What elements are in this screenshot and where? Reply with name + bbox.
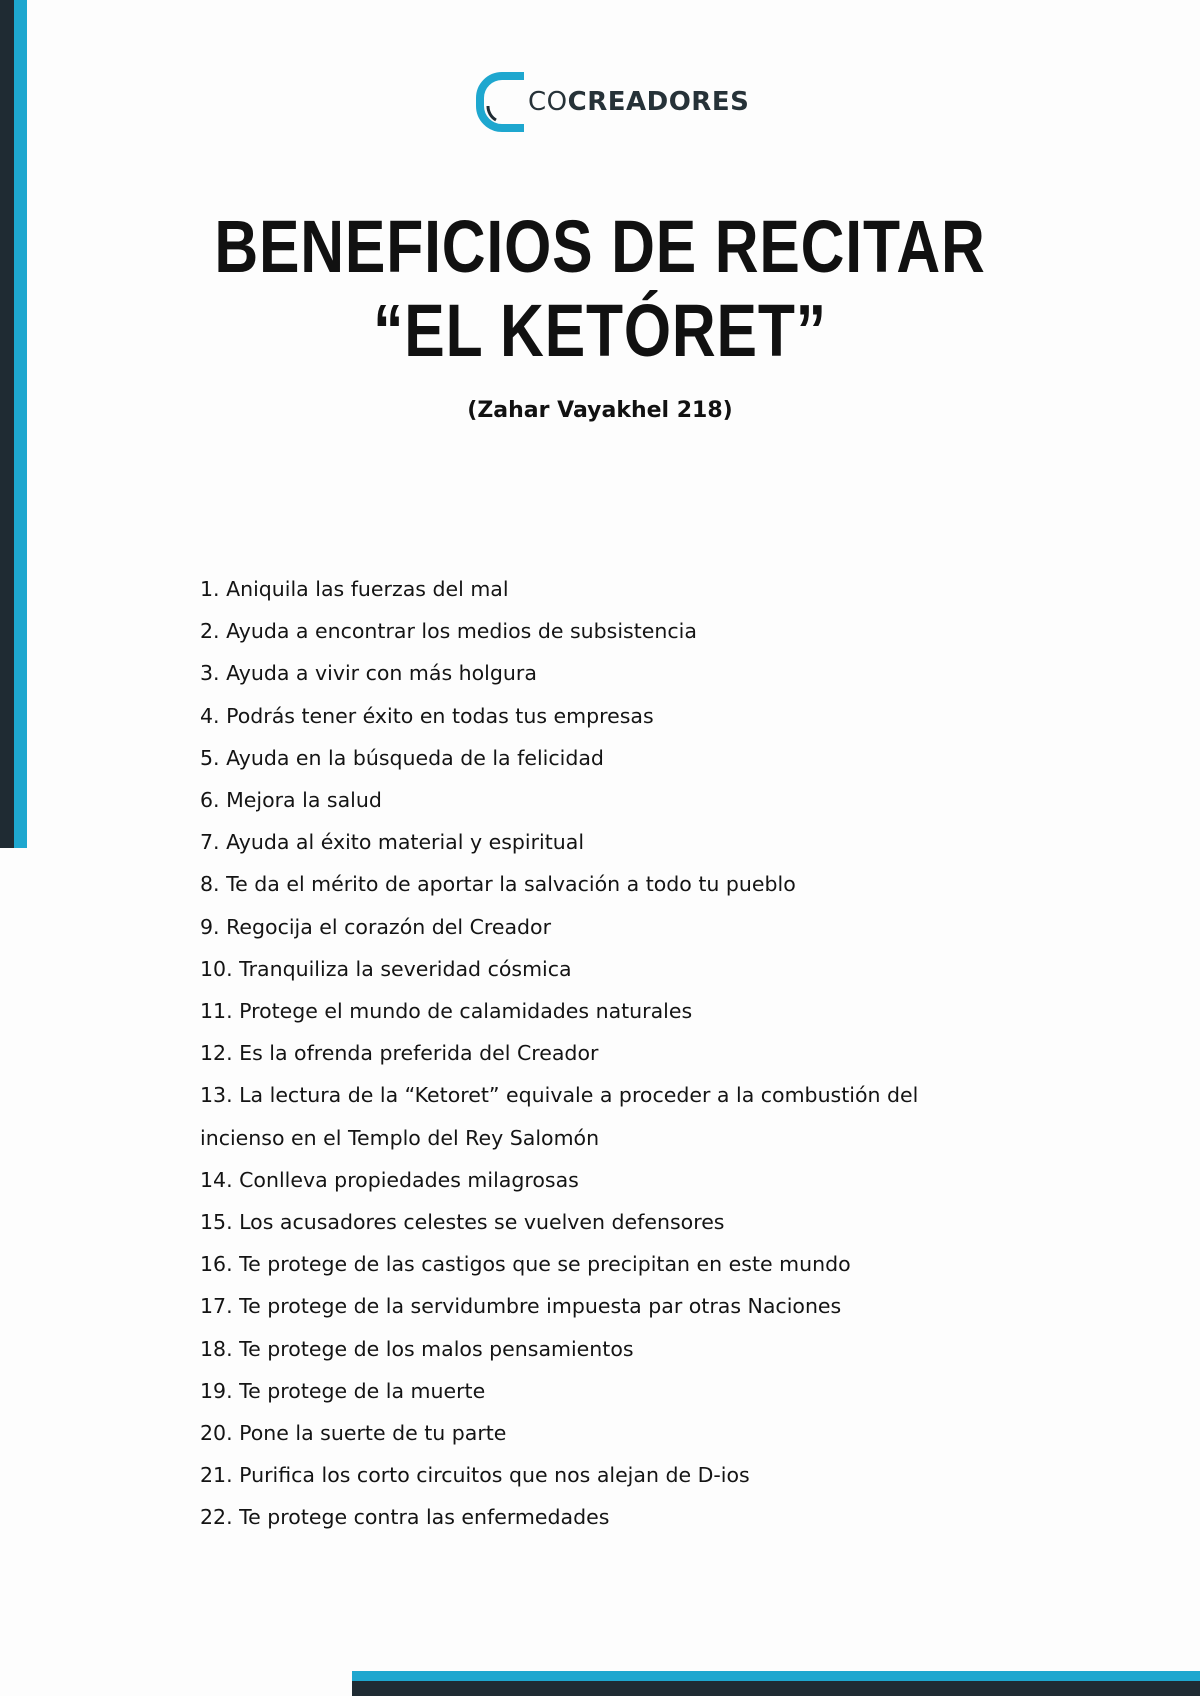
benefit-item: 20. Pone la suerte de tu parte	[200, 1421, 507, 1446]
left-border-dark	[0, 0, 14, 848]
benefit-item: 18. Te protege de los malos pensamientos	[200, 1336, 634, 1361]
benefit-item: 16. Te protege de las castigos que se precipitan en este mundo	[200, 1252, 851, 1277]
title-line-2: “EL KETÓRET”	[373, 289, 827, 372]
benefit-item: 7. Ayuda al éxito material y espiritual	[200, 830, 585, 855]
bottom-border-accent	[352, 1671, 1200, 1681]
benefit-item: 17. Te protege de la servidumbre impuesta par otras Naciones	[200, 1294, 842, 1319]
page-title	[108, 205, 1092, 373]
benefit-item: 12. Es la ofrenda preferida del Creador	[200, 1041, 599, 1066]
brand-logo	[474, 70, 749, 134]
benefit-item: 2. Ayuda a encontrar los medios de subsistencia	[200, 619, 697, 644]
benefit-item: 21. Purifica los corto circuitos que nos alejan de D-ios	[200, 1463, 750, 1488]
benefits-list	[200, 568, 1100, 1539]
benefit-item: 15. Los acusadores celestes se vuelven defensores	[200, 1210, 725, 1235]
benefit-item: 5. Ayuda en la búsqueda de la felicidad	[200, 745, 604, 770]
benefit-item: 11. Protege el mundo de calamidades naturales	[200, 999, 693, 1024]
benefit-item: 6. Mejora la salud	[200, 788, 382, 813]
benefit-item: 3. Ayuda a vivir con más holgura	[200, 661, 537, 686]
benefit-item: 13. La lectura de la “Ketoret” equivale a proceder a la combustión del	[200, 1083, 919, 1108]
benefit-item: 1. Aniquila las fuerzas del mal	[200, 577, 509, 601]
brand-name-bold: CREADORES	[567, 87, 750, 117]
benefit-item: 14. Conlleva propiedades milagrosas	[200, 1167, 579, 1192]
benefit-item: 22. Te protege contra las enfermedades	[200, 1505, 610, 1530]
benefit-item: 4. Podrás tener éxito en todas tus empresas	[200, 703, 654, 728]
bottom-border-dark	[352, 1681, 1200, 1696]
title-line-1: BENEFICIOS DE RECITAR	[214, 205, 986, 288]
brand-name-light: CO	[528, 87, 568, 117]
logo-c-icon	[474, 70, 534, 134]
brand-name	[528, 89, 749, 115]
left-border-accent	[14, 0, 27, 848]
benefit-item: 10. Tranquiliza la severidad cósmica	[200, 956, 572, 981]
benefit-item: 9. Regocija el corazón del Creador	[200, 914, 552, 939]
source-reference: (Zahar Vayakhel 218)	[467, 398, 733, 423]
benefit-item: 19. Te protege de la muerte	[200, 1378, 486, 1403]
benefit-item: 8. Te da el mérito de aportar la salvación a todo tu pueblo	[200, 872, 796, 897]
benefit-item: incienso en el Templo del Rey Salomón	[200, 1125, 600, 1150]
